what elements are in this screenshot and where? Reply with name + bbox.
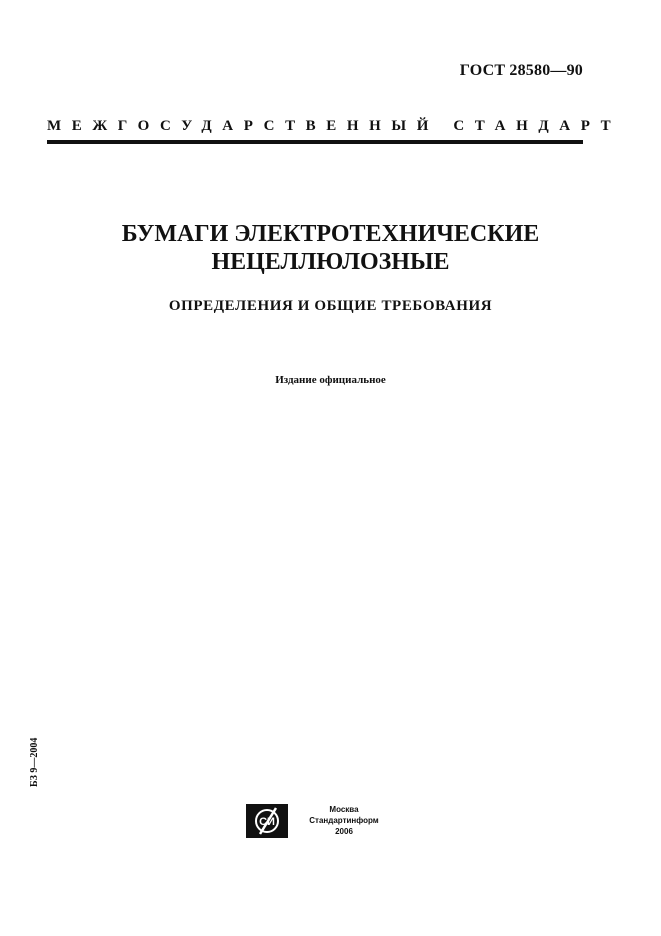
document-subtitle: ОПРЕДЕЛЕНИЯ И ОБЩИЕ ТРЕБОВАНИЯ: [168, 298, 493, 314]
publisher-block: [246, 804, 396, 842]
standard-type-heading: МЕЖГОСУДАРСТВЕННЫЙ СТАНДАРТ: [47, 118, 622, 134]
publisher-city: Москва: [329, 805, 359, 814]
logo-lettering: СИ: [259, 816, 275, 828]
publisher-text: [294, 804, 394, 837]
side-catalog-mark: БЗ 9—2004: [29, 737, 40, 787]
publisher-name: Стандартинформ: [309, 816, 379, 825]
publisher-year: 2006: [335, 827, 353, 836]
title-line-2: НЕЦЕЛЛЮЛОЗНЫЕ: [211, 249, 450, 275]
standartinform-logo-icon: [246, 804, 288, 838]
document-title: [0, 220, 661, 276]
title-line-1: БУМАГИ ЭЛЕКТРОТЕХНИЧЕСКИЕ: [121, 221, 540, 247]
header-rule: [47, 140, 583, 144]
edition-label: Издание официальное: [275, 374, 386, 386]
standard-number: ГОСТ 28580—90: [459, 62, 583, 79]
